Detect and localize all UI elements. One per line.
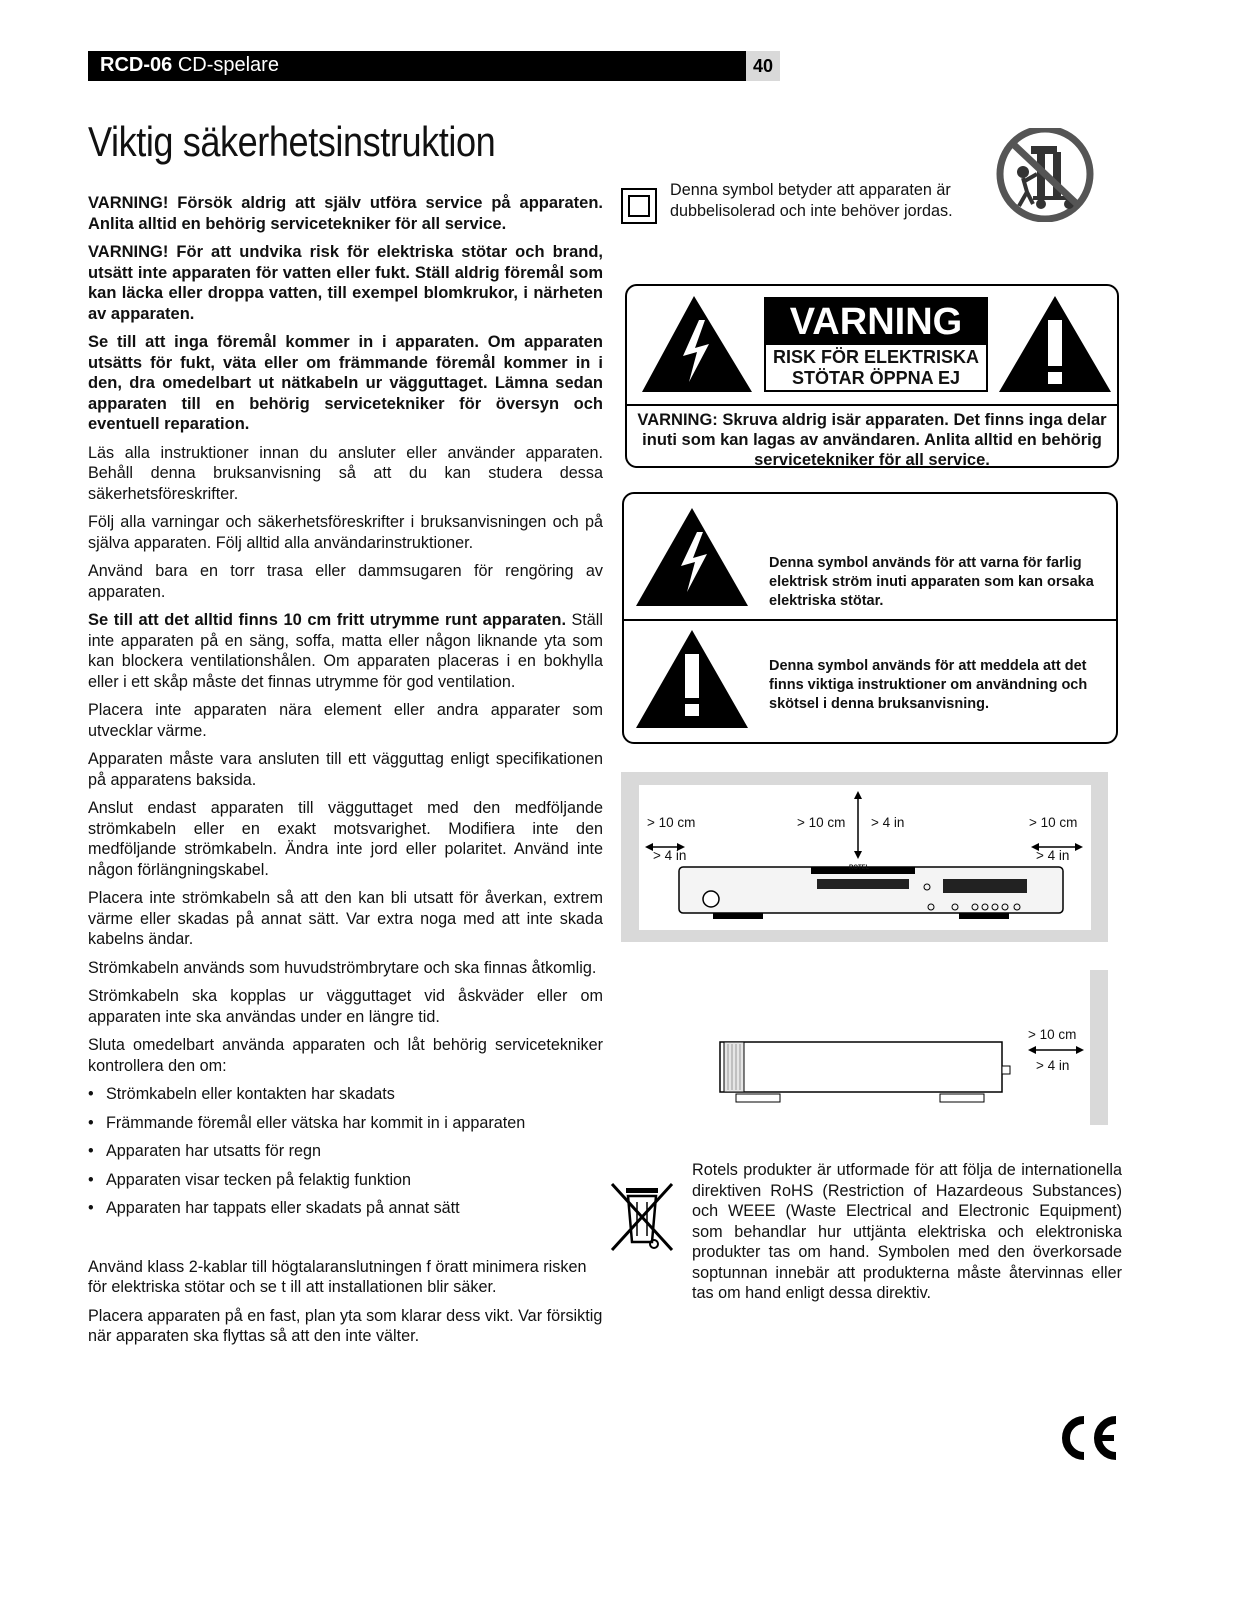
page-title: Viktig säkerhetsinstruktion — [88, 118, 496, 165]
symbol-explanations — [622, 492, 1118, 744]
warning-service: VARNING! Försök aldrig att själv utföra service på apparaten. Anlita alltid en behörig servicetekniker för all service. — [88, 194, 603, 233]
safety-text-column — [88, 193, 603, 1355]
ce-mark-icon — [1054, 1414, 1120, 1462]
crossed-out-bin-icon — [608, 1180, 678, 1254]
damage-list — [88, 1084, 603, 1219]
warning-objects: Se till att inga föremål kommer in i apparaten. Om apparaten utsätts för fukt, väta eller om främmande föremål kommer in i den, dra omedelbart ut nätkabeln ur vägguttaget. Lämna sedan apparaten till en behörig servicetekniker för översyn och eventuell reparation. — [88, 333, 603, 433]
para-placement: Placera apparaten på en fast, plan yta som klarar dess vikt. Var försiktig när apparaten ska flyttas så att den inte välter. — [88, 1306, 603, 1345]
para-outlet: Apparaten måste vara ansluten till ett vägguttag enligt specifikationen på apparatens baksida. — [88, 750, 603, 789]
list-item: • Apparaten har utsatts för regn — [88, 1141, 603, 1162]
para-power-cord: Anslut endast apparaten till vägguttaget med den medföljande strömkabeln eller en exakt motsvarighet. Modifiera inte den medföljande strömkabeln. Ändra inte jord eller polaritet. Använd inte någon förlängningskabel. — [88, 799, 603, 879]
warning-footer-text: VARNING: Skruva aldrig isär apparaten. Det finns inga delar inuti som kan lagas av användaren. Anlita alltid en behörig servicetekniker för all service. — [627, 404, 1117, 470]
side-clearance-cm: > 10 cm — [1028, 1027, 1077, 1042]
para-thunderstorm: Strömkabeln ska kopplas ur vägguttaget vid åskväder eller om apparaten inte ska användas under en längre tid. — [88, 987, 603, 1026]
side-clearance-in: > 4 in — [1036, 1058, 1070, 1073]
para-ventilation — [88, 610, 603, 692]
right-clearance-in: > 4 in — [1036, 848, 1070, 863]
para-main-switch: Strömkabeln används som huvudströmbrytare och ska finnas åtkomlig. — [88, 958, 597, 977]
double-insulation-icon — [621, 188, 657, 224]
model-name: RCD-06 — [100, 54, 173, 76]
ventilation-lead: Se till att det alltid finns 10 cm fritt utrymme runt apparaten. — [88, 611, 567, 629]
top-clearance-in: > 4 in — [871, 815, 905, 830]
cd-player-side-illustration — [690, 970, 1090, 1125]
ventilation-rest: Ställ inte apparaten på en säng, soffa, matta eller någon liknande yta som kan blockera ventilationshålen. Om apparaten placeras i en bokhylla eller i ett skåp måste det finnas utrymme för god ventilation. — [88, 611, 603, 691]
left-clearance-in: > 4 in — [653, 848, 687, 863]
left-clearance-cm: > 10 cm — [647, 815, 696, 830]
exclamation-symbol-text: Denna symbol används för att meddela att det finns viktiga instruktioner om användning och skötsel i denna bruksanvisning. — [769, 658, 1088, 712]
varning-heading: VARNING — [766, 299, 986, 345]
double-insulation-text: Denna symbol betyder att apparaten är dubbelisolerad och inte behöver jordas. — [670, 181, 953, 220]
varning-line-2: STÖTAR ÖPPNA EJ — [791, 368, 961, 388]
lightning-triangle-icon — [642, 296, 752, 392]
para-class2-cables: Använd klass 2-kablar till högtalaranslutningen f öratt minimera risken för elektriska stötar och se t ill att installationen blir säker. — [88, 1257, 587, 1296]
para-follow-warnings: Följ alla varningar och säkerhetsföreskrifter i bruksanvisningen och på själva apparaten. Följ alltid alla användarinstruktioner. — [88, 513, 603, 552]
varning-line-1: RISK FÖR ELEKTRISKA — [772, 347, 979, 367]
header-model — [100, 54, 279, 77]
varning-subtext — [766, 347, 986, 389]
weee-rohs-text: Rotels produkter är utformade för att följa de internationella direktiven RoHS (Restriction of Hazardeous Substances) och WEEE (Waste Electrical and Electronic Equipment) som behandlar hur uttjänta elektriska och elektroniska produkter tas om hand. Symbolen med den överkorsade soptunnan innebär att produkterna måste återvinnas eller tas om hand enligt dessa direktiv. — [692, 1161, 1122, 1302]
para-cleaning: Använd bara en torr trasa eller dammsugaren för rengöring av apparaten. — [88, 562, 603, 601]
shock-warning-label — [625, 284, 1119, 468]
model-subtitle: CD-spelare — [177, 54, 279, 76]
top-clearance-cm: > 10 cm — [797, 815, 846, 830]
lightning-symbol-text: Denna symbol används för att varna för farlig elektrisk ström inuti apparaten som kan orsaka elektriska stötar. — [769, 555, 1094, 609]
list-item: • Främmande föremål eller vätska har kommit in i apparaten — [88, 1113, 603, 1134]
page-number: 40 — [746, 51, 780, 81]
page-header — [88, 51, 780, 81]
para-heat: Placera inte apparaten nära element eller andra apparater som utvecklar värme. — [88, 701, 603, 740]
para-read-instructions: Läs alla instruktioner innan du ansluter eller använder apparaten. Behåll denna bruksanvisning så att du kan studera dessa säkerhetsföreskrifter. — [88, 443, 603, 503]
right-clearance-cm: > 10 cm — [1029, 815, 1078, 830]
list-item: • Strömkabeln eller kontakten har skadats — [88, 1084, 603, 1105]
para-stop-using: Sluta omedelbart använda apparaten och låt behörig servicetekniker kontrollera den om: — [88, 1036, 603, 1075]
para-cord-damage: Placera inte strömkabeln så att den kan bli utsatt för åverkan, extrem värme eller skadas på annat sätt. Var extra noga med att inte skada kabelns ändar. — [88, 889, 603, 948]
warning-moisture: VARNING! För att undvika risk för elektriska stötar och brand, utsätt inte apparaten för vatten eller fukt. Ställ aldrig föremål som kan läcka eller droppa vatten, till exempel blomkrukor, i närheten av apparaten. — [88, 243, 603, 323]
cd-player-front-illustration — [639, 785, 1091, 930]
wall — [1090, 970, 1108, 1125]
list-item: • Apparaten har tappats eller skadats på annat sätt — [88, 1198, 603, 1219]
cart-tipover-warning-icon — [993, 128, 1097, 222]
list-item: • Apparaten visar tecken på felaktig funktion — [88, 1170, 603, 1191]
clearance-diagram-front — [621, 772, 1108, 942]
clearance-diagram-side — [690, 970, 1108, 1125]
varning-sign — [764, 297, 988, 392]
brand-logo: ROTEL — [849, 865, 870, 871]
